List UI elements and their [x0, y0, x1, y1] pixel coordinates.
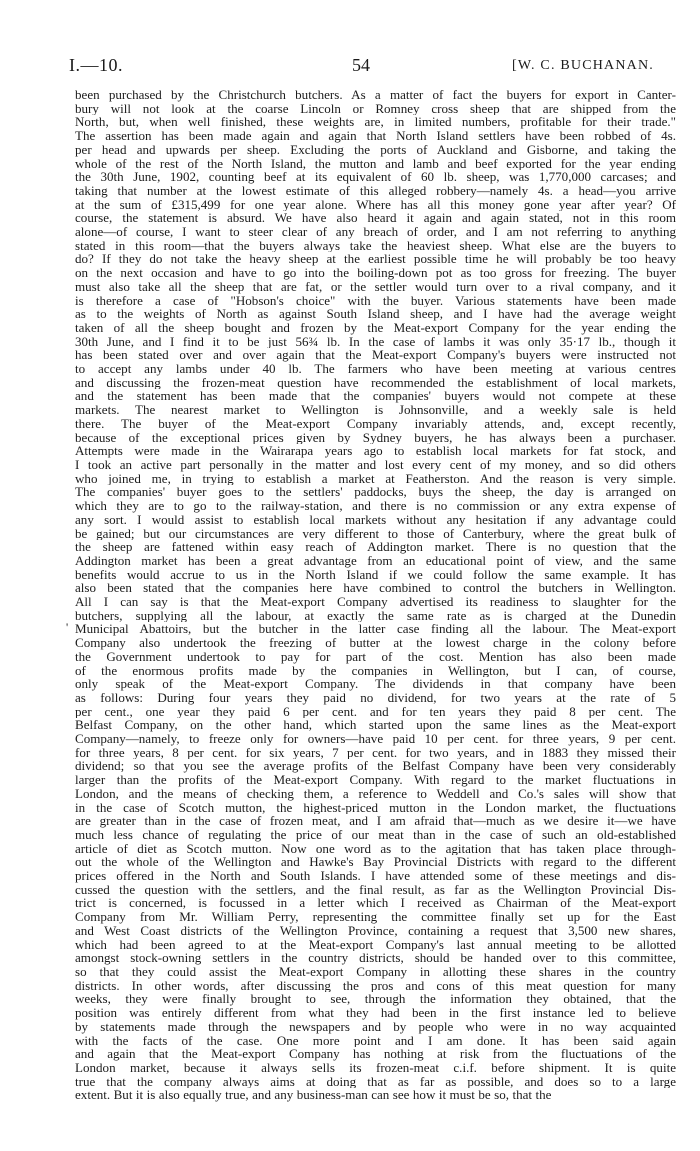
- text-line: as follows: During four years they paid no dividend, for two years at the rate of 5: [75, 690, 676, 705]
- text-line: Attempts were made in the Wairarapa years ago to establish local markets for fat stock, and: [75, 444, 676, 458]
- page-header: [69, 55, 654, 77]
- text-line: which they are to go to the railway-station, and there is no commission or any extra expense of: [75, 499, 676, 513]
- text-line: the Government undertook to pay for part of the cost. Mention has also been made: [75, 649, 676, 664]
- text-line: is therefore a case of "Hobson's choice" with the buyer. Various statements have been made: [75, 293, 676, 308]
- text-line: markets. The nearest market to Wellington is Johnsonville, and a weekly sale is held: [75, 403, 676, 417]
- text-line: bury will not look at the coarse Lincoln or Romney cross sheep that are shipped from the: [75, 101, 676, 116]
- text-line: do? If they do not take the heavy sheep at the earliest possible time he will probably be too heavy: [75, 252, 676, 267]
- text-line: All I can say is that the Meat-export Company advertised its readiness to slaughter for the: [75, 595, 676, 609]
- text-line: only speak of the Meat-export Company. The dividends in that company have been: [75, 677, 676, 691]
- text-line: of the enormous profits made by the companies in Wellington, but I can, of course,: [75, 663, 676, 678]
- text-line: much less chance of regulating the price of our meat than in the case of such an old-established: [75, 827, 676, 842]
- text-line: Municipal Abattoirs, but the butcher in the latter case finding all the labour. The Meat-export: [75, 622, 676, 637]
- text-line: the 30th June, 1902, counting beef at its equivalent of 60 lb. sheep, was 1,770,000 carcases; and: [75, 170, 676, 184]
- text-line: article of diet as Scotch mutton. Now one word as to the agitation that has taken place through-: [75, 841, 676, 856]
- text-line: 30th June, and I find it to be just 56¾ lb. In the case of lambs it was only 35·17 lb., though it: [75, 334, 676, 349]
- text-line: be gained; but our circumstances are very different to those of Canterbury, where the great bulk of: [75, 526, 676, 541]
- text-line: larger than the profits of the Meat-export Company. With regard to the market fluctuations in: [75, 773, 676, 787]
- text-line: there. The buyer of the Meat-export Company invariably attends, and, except recently,: [75, 416, 676, 431]
- text-line: on the next occasion and have to go into the boiling-down pot as too gross for freezing. The buyer: [75, 266, 676, 280]
- text-line: prices offered in the North and South Islands. I have attended some of these meetings and dis-: [75, 869, 676, 883]
- text-line: has been stated over and over again that the Meat-export Company's buyers were instructed not: [75, 348, 676, 363]
- text-line: The companies' buyer goes to the settlers' paddocks, buys the sheep, the day is arranged on: [75, 485, 676, 500]
- text-line: which had been agreed to at the Meat-export Company's last annual meeting to be allotted: [75, 937, 676, 952]
- text-line: in the case of Scotch mutton, the highest-priced mutton in the London market, the fluctuations: [75, 800, 676, 815]
- text-line: alone—of course, I want to steer clear of any breach of order, and I am not referring to anything: [75, 225, 676, 239]
- text-line: any sort. I would assist to establish local markets without any hesitation if any advantage could: [75, 512, 676, 527]
- text-line: cussed the question with the settlers, and the final result, as far as the Wellington Provincial Dis-: [75, 882, 676, 897]
- text-line: butchers, supplying all the labour, at exactly the same rate as is charged at the Dunedin: [75, 608, 676, 623]
- text-line: for three years, 8 per cent. for six years, 7 per cent. for two years, and in 1883 they missed their: [75, 745, 676, 760]
- text-line: Company also undertook the freezing of butter at the lowest charge in the colony before: [75, 636, 676, 650]
- text-line: trict is concerned, is focussed in a letter which I received as Chairman of the Meat-export: [75, 896, 676, 911]
- text-line: Belfast Company, on the other hand, which started upon the same lines as the Meat-export: [75, 718, 676, 733]
- text-line: taking that number at the lowest estimate of this alleged robbery—namely 4s. a head—you arrive: [75, 183, 676, 198]
- text-line: North, but, when well finished, these weights are, in limited numbers, profitable for their trade.": [75, 115, 676, 130]
- text-line: The assertion has been made again and again that North Island settlers have been robbed of 4s.: [75, 129, 676, 143]
- text-line: London, and the means of checking them, a reference to Weddell and Co.'s sales will show that: [75, 786, 676, 801]
- text-line: as to the weights of North as against South Island sheep, and I have had the average weight: [75, 307, 676, 321]
- document-reference: I.—10.: [69, 55, 123, 75]
- text-line: taken of all the sheep bought and frozen by the Meat-export Company for the year ending the: [75, 320, 676, 335]
- text-line: so that they could assist the Meat-export Company in allotting these shares in the country: [75, 965, 676, 979]
- speaker-name: [W. C. BUCHANAN.: [512, 58, 654, 73]
- text-line: must also take all the sheep that are fat, or the settler would turn over to a rival company, and it: [75, 279, 676, 294]
- text-line: been purchased by the Christchurch butchers. As a matter of fact the buyers for export in Canter-: [75, 88, 676, 102]
- text-line: to accept any lambs under 40 lb. The farmers who have been meeting at various centres: [75, 362, 676, 376]
- text-line: per head and upwards per sheep. Excluding the ports of Auckland and Gisborne, and taking the: [75, 142, 676, 157]
- text-line: per cent., one year they paid 6 per cent. and for ten years they paid 8 per cent. The: [75, 704, 676, 719]
- text-line: out the whole of the Wellington and Hawke's Bay Provincial Districts with regard to the different: [75, 855, 676, 870]
- text-line: whole of the rest of the North Island, the mutton and lamb and beef exported for the year ending: [75, 156, 676, 171]
- text-line: the sheep are fattened within easy reach of Addington market. There is no question that the: [75, 540, 676, 554]
- text-line: weeks, they were finally brought to see, through the information they obtained, that the: [75, 992, 676, 1007]
- text-line: benefits would accrue to us in the North Island if we could follow the same example. It has: [75, 567, 676, 582]
- text-line: position was entirely different from what they had been in the first instance led to believe: [75, 1006, 676, 1020]
- text-line: dividend; so that you see the average profits of the Belfast Company have been very considerably: [75, 759, 676, 774]
- text-line: at the sum of £315,499 for one year alone. Where has all this money gone year after year? Of: [75, 197, 676, 212]
- text-line: by statements made through the newspapers and by people who were in no way acquainted: [75, 1019, 676, 1034]
- text-line: course, the statement is absurd. We have also heard it again and again stated, not in this room: [75, 211, 676, 226]
- text-line: who joined me, in trying to establish a market at Featherston. And the reason is very simple.: [75, 471, 676, 486]
- text-line: stated in this room—that the buyers always take the heaviest sheep. What else are the buyers to: [75, 238, 676, 253]
- text-line: Company from Mr. William Perry, representing the committee finally set up for the East: [75, 910, 676, 924]
- margin-mark: ': [66, 620, 69, 634]
- text-line: Company—namely, to freeze only for owners—have paid 10 per cent. for three years, 9 per cent.: [75, 732, 676, 746]
- text-line: I took an active part personally in the matter and lost every cent of my money, and so did others: [75, 457, 676, 472]
- text-line: true that the company always aims at doing that as far as possible, and does so to a large: [75, 1074, 676, 1089]
- text-line: extent. But it is also equally true, and any business-man can see how it must be so, that the: [75, 1088, 552, 1103]
- text-line: and the statement has been made that the companies' buyers would not compete at these: [75, 389, 676, 404]
- body-paragraph: [75, 88, 676, 1102]
- text-line: also been stated that the companies here have combined to control the butchers in Wellington.: [75, 581, 676, 596]
- text-line: London market, because it always sells its frozen-meat c.i.f. before shipment. It is quite: [75, 1060, 676, 1075]
- text-line: Addington market has been a great advantage from an educational point of view, and the same: [75, 553, 676, 568]
- text-line: are greater than in the case of frozen meat, and I am afraid that—much as we desire it—we have: [75, 814, 676, 828]
- text-line: and West Coast districts of the Wellington Province, containing a request that 3,500 new shares,: [75, 923, 676, 938]
- text-line: because of the exceptional prices given by Sydney buyers, he has always been a purchaser.: [75, 430, 676, 445]
- text-line: districts. In other words, after discussing the pros and cons of this meat question for many: [75, 978, 676, 993]
- page-number: 54: [352, 55, 370, 75]
- text-line: with the facts of the case. One more point and I am done. It has been said again: [75, 1033, 676, 1048]
- text-line: amongst stock-owning settlers in the country districts, should be handed over to this committee,: [75, 951, 676, 965]
- text-line: and discussing the frozen-meat question have recommended the establishment of local markets,: [75, 375, 676, 390]
- text-line: and again that the Meat-export Company has nothing at risk from the fluctuations of the: [75, 1047, 676, 1061]
